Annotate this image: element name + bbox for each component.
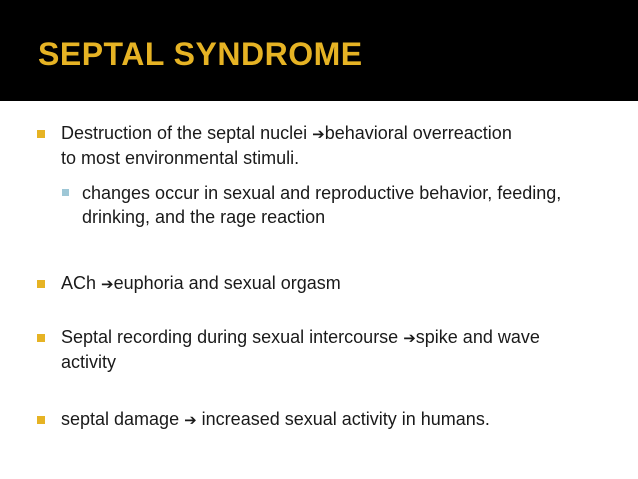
arrow-right-icon: ➔ — [101, 275, 114, 293]
bullet-text: Septal recording during sexual intercourse ➔spike and wave activity — [61, 327, 540, 372]
bullet-text: Destruction of the septal nuclei ➔behavioral overreaction to most environmental stimuli. — [61, 123, 512, 168]
sub-bullet-item-1 — [82, 181, 562, 229]
bullet-text: ACh ➔euphoria and sexual orgasm — [61, 273, 341, 293]
arrow-right-icon: ➔ — [403, 329, 416, 347]
bullet-marker — [37, 130, 45, 138]
bullet-marker — [37, 334, 45, 342]
bullet-marker — [37, 280, 45, 288]
bullet-marker — [37, 416, 45, 424]
arrow-right-icon: ➔ — [184, 411, 197, 429]
bullet-item-2 — [61, 271, 581, 296]
bullet-item-1 — [61, 121, 521, 170]
arrow-right-icon: ➔ — [312, 125, 325, 143]
bullet-item-4 — [61, 407, 621, 432]
sub-bullet-text: changes occur in sexual and reproductive behavior, feeding, drinking, and the rage reaction — [82, 183, 562, 227]
bullet-item-3 — [61, 325, 591, 374]
bullet-text: septal damage ➔ increased sexual activity in humans. — [61, 409, 490, 429]
sub-bullet-marker — [62, 189, 69, 196]
slide-title: SEPTAL SYNDROME — [38, 36, 363, 72]
